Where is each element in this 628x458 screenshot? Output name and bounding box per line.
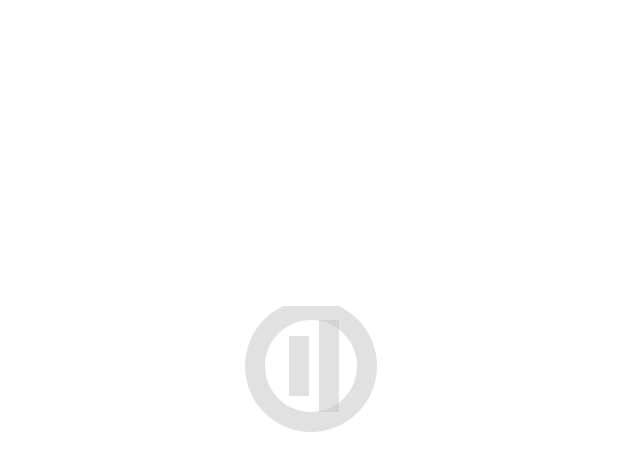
watermark-logo-icon — [233, 306, 383, 436]
